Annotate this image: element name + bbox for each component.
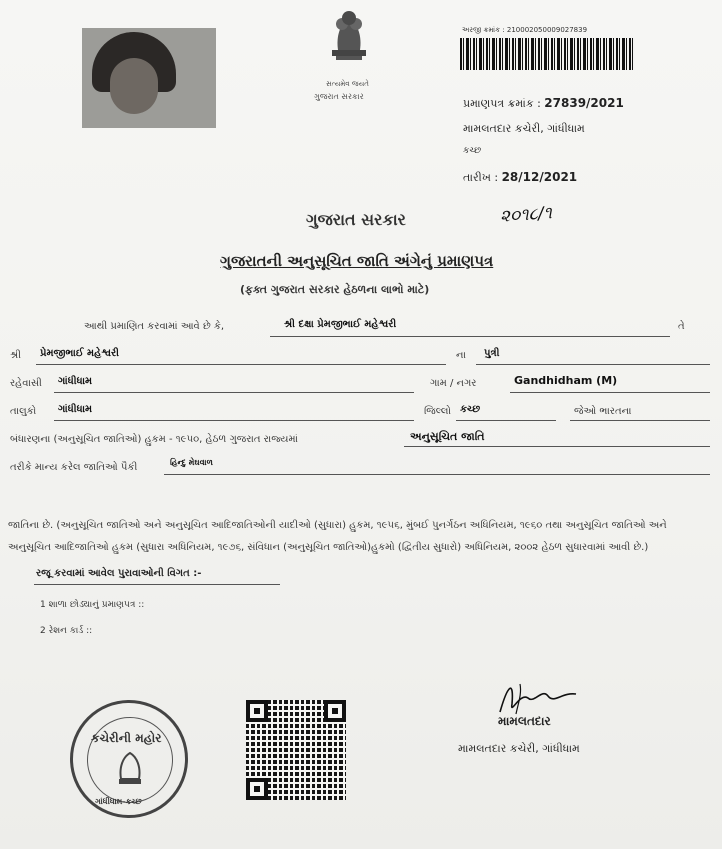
residence: ગાંધીધામ [58,376,93,387]
legal-paragraph: જાતિના છે. (અનુસૂચિત જાતિઓ અને અનુસૂચિત આદિજાતિઓની યાદીઓ (સુધારા) હુકમ, ૧૯૫૬, મુંબઈ પુનર્ગઠન અધિનિયમ, ૧૯૬૦ તથા અનુસૂચિત જાતિઓ અને અનુસૂચિત આદિજાતિઓ હુકમ (સુધારા અધિનિયમ, ૧૯૭૬, સંવિધાન (અનુસૂચિત જાતિઓ)હુકમો (દ્વિતીય સુધારો) અધિનિયમ, ૨૦૦૨ હેઠળ સુધારવામાં આવી છે.) [8,520,667,553]
national-emblem-icon [318,6,380,76]
office-seal [70,700,188,818]
issue-date-label: તારીખ : [463,171,499,184]
certify-text: આથી પ્રમાણિત કરવામાં આવે છે કે, [84,321,225,332]
barcode-number: અરજી ક્રમાંક : 210002050009027839 [462,26,588,34]
certificate-title: ગુજરાતની અનુસૂચિત જાતિ અંગેનું પ્રમાણપત્ર [220,252,494,270]
government-title: ગુજરાત સરકાર [306,210,406,229]
village-label: ગામ / નગર [430,378,477,389]
signatory-title: મામલતદાર [498,714,551,728]
applicant-name: શ્રી દક્ષા પ્રેમજીભાઈ મહેશ્વરી [284,319,397,330]
footer-office: મામલતદાર કચેરી, ગાંધીધામ [458,742,580,755]
certificate-number: 27839/2021 [544,96,624,110]
shri-label: શ્રી [10,350,22,361]
caste: હિન્દુ મેઘવાળ [170,458,213,467]
residence-label: રહેવાસી [10,378,42,389]
evidence-item-1: 1 શાળા છોડ્યાનું પ્રમાણપત્ર :: [40,600,145,610]
state-text: જેઓ ભારતના [574,406,632,417]
applicant-photo [82,28,216,128]
qr-code [246,700,346,800]
certificate-number-label: પ્રમાણપત્ર ક્રમાંક : [463,97,541,110]
constitution-text: બંધારણના (અનુસૂચિત જાતિઓ) હુકમ - ૧૯૫૦, હેઠળ ગુજરાત રાજ્યમાં [10,434,298,445]
seal-emblem-icon [113,749,147,789]
district: કચ્છ [460,404,481,415]
district-label: જિલ્લો [424,406,451,417]
emblem-caption-2: ગુજરાત સરકાર [314,92,364,101]
seal-bottom-text: ગાંધીધામ-કચ્છ [95,797,142,806]
evidence-heading: રજૂ કરવામાં આવેલ પુરાવાઓની વિગત :- [36,568,202,579]
barcode [460,38,635,70]
certificate-subtitle: (ફક્ત ગુજરાત સરકાર હેઠળના લાભો માટે) [240,283,430,296]
na-text: ના [456,350,466,361]
handwritten-note: ૨૦૧૮/૧ [499,203,553,227]
caste-label: તરીકે માન્ય કરેલ જાતિઓ પૈકી [10,462,138,473]
certificate-number-row [463,96,624,111]
taluka-label: તાલુકો [10,406,37,417]
issue-date-row [463,170,577,185]
category: અનુસૂચિત જાતિ [410,430,485,443]
relation: પુત્રી [484,348,500,359]
seal-text: કચેરીની મહોર [91,731,162,745]
evidence-item-2: 2 રેશન કાર્ડ :: [40,626,93,636]
taluka: ગાંધીધામ [58,404,93,415]
issuing-district: કચ્છ [463,146,482,156]
te-text: તે [678,321,685,332]
village: Gandhidham (M) [514,374,618,387]
emblem-caption-1: સત્યમેવ જયતે [326,80,369,88]
issuing-office: મામલતદાર કચેરી, ગાંધીધામ [463,122,585,135]
issue-date: 28/12/2021 [501,170,578,184]
father-name: પ્રેમજીભાઈ મહેશ્વરી [40,348,120,359]
